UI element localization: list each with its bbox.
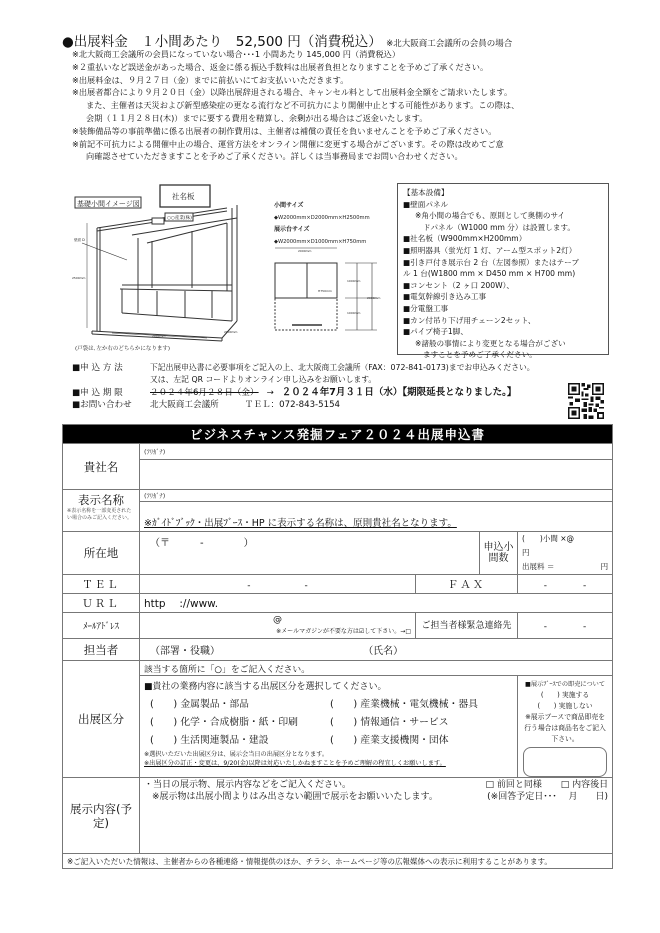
door-note: (戸袋は､左か右のどちらかになります)	[75, 346, 171, 352]
fee-heading	[62, 30, 512, 50]
emergency-label: ご担当者様緊急連絡先	[416, 613, 518, 639]
width-label: 2000mm	[152, 334, 166, 338]
url-value: http ://www.	[144, 597, 219, 610]
contact-tel: ＴＥＬ：072-843-5154	[244, 400, 341, 411]
equipment-item: ■カン付吊り下げ用チェーン2セット、	[403, 315, 536, 325]
display-name-notice: ※ｶﾞｲﾄﾞﾌﾞｯｸ・出展ﾌﾞｰｽ・HP に表示する名称は、原則貴社名となります。	[144, 518, 457, 529]
form-title: ビジネスチャンス発掘フェア２０２４出展申込書	[63, 425, 613, 444]
deadline-old: ２０２４年6月２８日（金）	[150, 387, 259, 398]
fee-member-note: ※北大阪商工会議所の会員の場合	[386, 39, 513, 49]
address-field[interactable]	[140, 532, 480, 575]
plan-width: 2000mm	[298, 249, 312, 253]
diagram-title: 基礎小間イメージ図	[77, 200, 140, 208]
url-field[interactable]	[140, 594, 613, 613]
equipment-item: ■引き戸付き展示台 2 台（左図参照）またはテーブ	[403, 257, 579, 267]
method-text: 下記出展申込書に必要事項をご記入の上、北大阪商工会議所（FAX：072-841-0173)までお申込みください。	[150, 363, 535, 372]
company-name-field[interactable]	[140, 460, 613, 490]
table-size-title: 展示台サイズ	[274, 226, 310, 233]
wall-label: 壁面 D	[74, 238, 85, 242]
equipment-item: ※角小間の場合でも、原則として奥側のサイ	[415, 211, 566, 221]
fee-text: 出展料 ＝	[522, 562, 555, 571]
plan-total: 2000mm	[367, 296, 381, 300]
fee-note: ※２重払いなど誤送金があった場合、返金に係る振込手数料は出展者負担となりますことを予めご了承ください。	[72, 61, 489, 72]
fax-field[interactable]	[518, 575, 613, 594]
category-option[interactable]: ( ) 金属製品・部品	[150, 699, 249, 710]
plan-h2: 1000mm	[347, 311, 361, 315]
same-as-before-checkbox[interactable]: □ 前回と同様	[485, 780, 542, 790]
fee-notes	[72, 48, 519, 163]
display-furigana-field[interactable]: (ﾌﾘｶﾞﾅ)	[140, 490, 613, 502]
person-field[interactable]	[140, 639, 613, 661]
category-option[interactable]: ( ) 産業機械・電気機械・器具	[330, 699, 478, 710]
equipment-item: ■電気幹線引き込み工事	[403, 292, 487, 302]
booth-size: ◆W2000mm×D2000mm×H2500mm	[274, 215, 370, 221]
deadline-new: ２０２４年7月３１日（水）【期限延長となりました。】	[281, 386, 517, 398]
deadline-label: ■申 込 期 限	[72, 387, 123, 398]
address-label: 所在地	[63, 532, 140, 575]
fascia-label: ○○産業(株)	[167, 216, 192, 221]
plan-h1: 1000mm	[347, 279, 361, 283]
equipment-item: ※諸般の事情により変更となる場合がござい	[415, 338, 566, 348]
display-name-field[interactable]	[140, 502, 613, 532]
application-form	[62, 424, 613, 869]
equipment-item: ますことを予めご了承ください。	[423, 350, 537, 360]
category-option[interactable]: ( ) 産業支援機関・団体	[330, 735, 449, 746]
fee-note: 会期（１１月２８日(木)）までに要する費用を精算し、余剰が出る場合はご返金いたします。	[86, 112, 428, 123]
booths-text: ( )小間 ×@ 円	[522, 534, 605, 557]
qr-code[interactable]	[568, 383, 604, 419]
category-label: 出展区分	[63, 661, 140, 778]
category-option[interactable]: ( ) 情報通信・サービス	[330, 717, 449, 728]
equipment-item: ■壁面パネル	[403, 199, 449, 209]
category-note: ※出展区分の訂正・変更は、9/20(金)以降は対応いたしかねますことを予めご理解の程宜しくお願いします。	[144, 760, 446, 767]
method-text-2: 又は、左記 QR コードよりオンライン申し込みをお願いします。	[150, 375, 377, 385]
emergency-field[interactable]	[518, 613, 613, 639]
fee-note: ※北大阪商工会議所の会員になっていない場合･･･1 小間あたり 145,000 円（消費税込）	[72, 49, 401, 59]
category-option[interactable]: ( ) 生活関連製品・建設	[150, 735, 269, 746]
email-label: ﾒｰﾙｱﾄﾞﾚｽ	[63, 613, 140, 639]
company-label: 貴社名	[63, 444, 140, 490]
sales-title: ■展示ﾌﾞｰｽでの即売について	[525, 681, 606, 688]
display-name-note: ※表示名称を一部変更されたい場合のみご記入ください。	[67, 508, 133, 521]
fee-note: ※装飾備品等の事前準備に係る出展者の制作費用は、主催者は補償の責任を負いませんことを予めご了承ください。	[72, 125, 497, 136]
emergency-value: - -	[543, 622, 587, 632]
deadline-arrow: →	[266, 387, 274, 398]
fee-title: ●出展料金 １小間あたり 52,500 円（消費税込）	[62, 34, 382, 50]
equipment-item: ル 1 台(W1800 mm × D450 mm × H700 mm)	[403, 269, 576, 279]
height-label: 2500mm	[72, 276, 86, 280]
email-at: @	[273, 614, 282, 625]
category-instruction: 該当する箇所に「○」をご記入ください。	[140, 661, 613, 676]
dept-label: （部署・役職）	[150, 646, 220, 657]
person-label: 担当者	[63, 639, 140, 661]
tel-value: - -	[247, 580, 308, 591]
booths-label: 申込小間数	[480, 532, 518, 575]
fee-note: 向確認させていただきますことを予めご了承ください。詳しくは当事務局までお問い合わせください。	[86, 151, 463, 162]
sales-note: ※展示ブースで商品即売を行う場合は商品名をご記入下さい。	[524, 713, 606, 743]
equipment-item: ■コンセント（2 ヶ口 200W）、	[403, 280, 514, 290]
yen-unit: 円	[600, 562, 609, 571]
fee-note: ※前記不可抗力による開催中止の場合、運営方法をオンライン開催に変更する場合がございます。その際は改めてご意	[72, 138, 504, 149]
fee-note: ※出展者都合により９月２０日（金）以降出展辞退される場合、キャンセル料として出展料金全額をご請求いたします。	[72, 87, 513, 98]
booth-diagram	[72, 183, 387, 355]
fee-note: また、主催者は天災および新型感染症の更なる流行など不可抗力により開催中止とする可能性があります。この際は、	[86, 100, 520, 111]
category-cell	[140, 676, 518, 778]
exhibit-label: 展示内容(予定)	[63, 778, 140, 854]
url-label: ＵＲＬ	[63, 594, 140, 613]
exhibit-instruction: ・当日の展示物、展示内容などをご記入ください。	[144, 780, 352, 790]
name-label: （氏名）	[363, 646, 404, 657]
application-info	[72, 362, 535, 412]
plan-table: H750mm	[318, 289, 332, 293]
email-field[interactable]	[140, 613, 416, 639]
method-label: ■申 込 方 法	[72, 363, 123, 373]
sales-yes-option[interactable]: ( ) 実施する	[540, 691, 590, 699]
sales-cell	[518, 676, 613, 778]
equipment-item: ドパネル（W1000 mm 分）は設置します。	[423, 222, 576, 232]
exhibit-field[interactable]	[140, 778, 613, 854]
contact-org: 北大阪商工会議所	[150, 400, 219, 411]
sign-board-label: 社名板	[172, 192, 195, 201]
equipment-item: ■パイプ椅子1脚、	[403, 327, 468, 337]
fax-value: - -	[543, 580, 587, 591]
category-note: ※選択いただいた出展区分は、展示会当日の出展区分となります。	[144, 751, 329, 758]
equipment-item: ■社名板（W900mm×H200mm）	[403, 234, 527, 244]
tel-label: ＴＥＬ	[63, 575, 140, 594]
table-size: ◆W2000mm×D1000mm×H750mm	[274, 239, 367, 245]
contact-label: ■お問い合わせ	[72, 400, 132, 411]
category-heading: ■貴社の業務内容に該当する出展区分を選択してください。	[144, 682, 387, 692]
display-name-label: 表示名称	[78, 493, 124, 507]
booth-size-title: 小間サイズ	[274, 202, 304, 209]
later-checkbox[interactable]: □ 内容後日	[560, 780, 609, 790]
newsletter-optout-checkbox[interactable]: ※メールマガジンが不要な方は☑して下さい。→□	[276, 627, 411, 635]
equipment-item: ■照明器具（蛍光灯 1 灯、アーム型スポット2灯）	[403, 245, 577, 255]
company-furigana-field[interactable]: (ﾌﾘｶﾞﾅ)	[140, 444, 613, 460]
equipment-title: 【基本設備】	[403, 188, 449, 197]
category-option[interactable]: ( ) 化学・合成樹脂・紙・印刷	[150, 717, 298, 728]
booths-field[interactable]	[518, 532, 613, 575]
exhibit-note: ※展示物は出展小間よりはみ出さない範囲で展示をお願いいたします。	[152, 792, 438, 802]
fax-label: ＦＡＸ	[416, 575, 518, 594]
product-name-field[interactable]	[523, 747, 607, 777]
equipment-item: ■分電盤工事	[403, 303, 449, 313]
address-zip: （〒 - ）	[150, 538, 254, 549]
sales-no-option[interactable]: ( ) 実施しない	[537, 702, 593, 710]
equipment-box	[397, 183, 609, 360]
tel-field[interactable]	[140, 575, 416, 594]
privacy-footnote: ※ご記入いただいた情報は、主催者からの各種連絡・情報提供のほか、チラシ、ホームページ等の広報媒体への表示に利用することがあります。	[63, 854, 613, 869]
fee-note: ※出展料金は、９月２７日（金）までに前払いにてお支払いいただきます。	[72, 74, 349, 85]
answer-date: (※回答予定日･･･ 月 日)	[487, 792, 609, 802]
depth-label: 2000mm	[224, 330, 238, 334]
